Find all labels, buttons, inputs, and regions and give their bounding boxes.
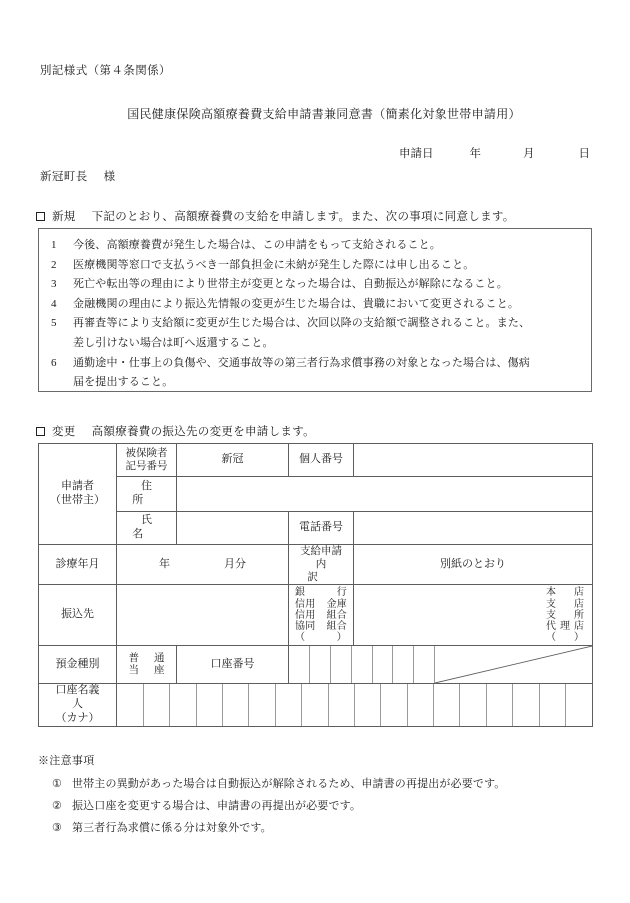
- phone-label-cell: 電話番号: [289, 512, 354, 545]
- checkbox-new-icon[interactable]: [36, 212, 45, 221]
- notes-title: ※注意事項: [38, 755, 95, 767]
- bank-type-left: （: [295, 632, 306, 644]
- account-number-cells-container: [289, 646, 593, 684]
- deposit-futsu-char: 普: [128, 652, 139, 664]
- applicant-label-cell: [39, 444, 117, 545]
- account-holder-cell[interactable]: [302, 684, 328, 725]
- address-label: 住所: [132, 480, 170, 506]
- account-holder-cell[interactable]: [223, 684, 249, 725]
- account-number-cell[interactable]: [414, 646, 435, 683]
- note-text: 世帯主の異動があった場合は自動振込が解除されるため、申請書の再提出が必要です。: [72, 778, 506, 790]
- consent-item: [49, 314, 583, 353]
- account-holder-cell[interactable]: [170, 684, 196, 725]
- consent-item-line1: 通勤途中・仕事上の負傷や、交通事故等の第三者行為求償事務の対象となった場合は、傷病: [73, 356, 530, 369]
- account-holder-cell[interactable]: [275, 684, 301, 725]
- branch-type-char: 店: [574, 587, 584, 599]
- account-holder-cell[interactable]: [565, 684, 592, 725]
- breakdown-label-line2: 内訳: [307, 559, 344, 584]
- name-label-cell: [117, 512, 177, 545]
- consent-item-text: [73, 275, 583, 295]
- consent-item-text: [73, 256, 583, 276]
- consent-items-box: [38, 228, 592, 392]
- consent-item-line1: 今後、高額療養費が発生した場合は、この申請をもって支給されること。: [73, 239, 441, 251]
- branch-field-cell[interactable]: [354, 585, 593, 646]
- consent-item-text: [73, 314, 583, 353]
- new-application-heading: [36, 208, 515, 224]
- consent-item-line1: 死亡や転出等の理由により世帯主が変更となった場合は、自動振込が解除になること。: [73, 278, 508, 291]
- applicant-label-line1: 申請者: [61, 480, 94, 493]
- bank-type-right: ）: [336, 632, 347, 644]
- new-application-label: 新規: [52, 211, 76, 223]
- bank-type-option[interactable]: [295, 610, 347, 621]
- account-holder-label-line1: 口座名義: [55, 684, 100, 697]
- branch-type-char: [564, 587, 567, 598]
- table-row-account-holder: [39, 684, 593, 726]
- consent-item-number: 4: [51, 297, 57, 310]
- account-holder-cell[interactable]: [328, 684, 354, 725]
- consent-item-number: 1: [51, 239, 57, 251]
- note-item: [38, 817, 598, 839]
- consent-item-line1: 再審査等により支給額に変更が生じた場合は、次回以降の支給額で調整されること。また、: [73, 317, 531, 330]
- account-number-cell[interactable]: [331, 646, 352, 683]
- treatment-month-suffix: 月分: [224, 557, 246, 570]
- account-holder-cell[interactable]: [486, 684, 512, 725]
- new-application-statement: 下記のとおり、高額療養費の支給を申請します。また、次の事項に同意します。: [91, 211, 515, 223]
- account-holder-cell[interactable]: [513, 684, 539, 725]
- bank-type-option[interactable]: [295, 632, 347, 643]
- account-number-label-cell: 口座番号: [177, 646, 289, 684]
- deposit-tsu-char: 通: [154, 652, 165, 664]
- consent-item-line2: 差し引けない場合は町へ返還すること。: [73, 336, 274, 349]
- deposit-tsuuza-option[interactable]: [154, 653, 165, 677]
- document-title: 国民健康保険高額療養費支給申請書兼同意書（簡素化対象世帯申請用）: [127, 107, 521, 121]
- consent-item-line1: 医療機関等窓口で支払うべき一部負担金に未納が発生した際には申し出ること。: [73, 258, 475, 271]
- bank-type-options-cell[interactable]: [289, 585, 354, 646]
- consent-item-text: [73, 236, 583, 256]
- note-text: 振込口座を変更する場合は、申請書の再提出が必要です。: [72, 800, 362, 812]
- treatment-month-label-cell: 診療年月: [39, 545, 117, 585]
- branch-type-char: （: [546, 632, 556, 644]
- consent-item: [49, 275, 583, 295]
- account-holder-label-cell: [39, 684, 117, 726]
- account-holder-label-line3: （カナ）: [55, 711, 100, 724]
- treatment-year-label: 年: [159, 557, 170, 570]
- consent-item-line2: 届を提出すること。: [73, 376, 174, 389]
- branch-type-char: [564, 610, 567, 621]
- consent-item-number: 6: [51, 356, 57, 369]
- table-row-name-phone: [39, 512, 593, 545]
- notes-section: [38, 752, 598, 839]
- bank-type-left: 銀: [295, 587, 306, 599]
- note-number: ①: [52, 778, 63, 790]
- branch-type-char: 支: [546, 598, 556, 610]
- account-number-cell[interactable]: [393, 646, 414, 683]
- bank-type-left: 信用: [295, 598, 316, 610]
- deposit-futsu-touza-option[interactable]: [129, 653, 140, 677]
- note-number: ②: [52, 800, 63, 812]
- account-number-cell[interactable]: [351, 646, 372, 683]
- table-row-transfer: [39, 585, 593, 646]
- phone-value-field[interactable]: [354, 512, 593, 545]
- address-value-field[interactable]: [177, 477, 593, 512]
- checkbox-change-icon[interactable]: [36, 427, 45, 436]
- deposit-type-label-cell: 預金種別: [39, 646, 117, 684]
- deposit-type-options-cell[interactable]: [117, 646, 177, 684]
- address-label-cell: [117, 477, 177, 512]
- change-application-label: 変更: [52, 426, 76, 438]
- branch-type-char: 代: [546, 620, 556, 632]
- addressee-line: [40, 168, 116, 184]
- addressee-honorific: 様: [103, 171, 116, 183]
- bank-type-right: 金庫: [326, 598, 347, 610]
- day-label: 日: [578, 148, 590, 160]
- consent-item: [49, 354, 583, 393]
- note-item: [38, 773, 598, 795]
- breakdown-value-cell: 別紙のとおり: [354, 545, 593, 585]
- table-row-deposit-type: [39, 646, 593, 684]
- account-holder-cell[interactable]: [539, 684, 565, 725]
- note-number: ③: [52, 822, 63, 834]
- consent-item-number: 5: [51, 317, 57, 330]
- application-date-label: 申請日: [399, 148, 434, 160]
- branch-col-left[interactable]: [544, 587, 558, 643]
- branch-type-char: 所: [574, 609, 584, 621]
- account-holder-cells-container: [117, 684, 593, 726]
- table-row-address: [39, 477, 593, 512]
- note-text: 第三者行為求償に係る分は対象外です。: [72, 822, 272, 834]
- month-label: 月: [523, 148, 535, 160]
- name-value-field[interactable]: [177, 512, 289, 545]
- branch-type-char: 店: [574, 620, 584, 632]
- account-holder-cell[interactable]: [196, 684, 222, 725]
- consent-item: [49, 256, 583, 276]
- branch-col-right[interactable]: [572, 587, 586, 643]
- bank-type-left: 信用: [295, 609, 316, 621]
- consent-item: [49, 295, 583, 315]
- application-date-line: [0, 145, 630, 161]
- addressee-name: 新冠町長: [40, 171, 88, 183]
- change-application-heading: [36, 423, 315, 439]
- bank-name-field[interactable]: [117, 585, 289, 646]
- personal-number-label-cell: 個人番号: [289, 444, 354, 477]
- account-holder-label-line2: 人: [72, 698, 83, 711]
- form-id-label: 別記様式（第４条関係）: [40, 65, 171, 77]
- insured-number-label-cell: [117, 444, 177, 477]
- bank-type-right: 組合: [326, 620, 347, 632]
- account-number-cell[interactable]: [310, 646, 331, 683]
- change-application-statement: 高額療養費の振込先の変更を申請します。: [91, 426, 315, 438]
- account-number-cell[interactable]: [289, 646, 310, 683]
- consent-item-line1: 金融機関の理由により振込先情報の変更が生じた場合は、貴職において変更されること。: [73, 297, 519, 310]
- bank-type-option[interactable]: [295, 621, 347, 632]
- treatment-month-value-field[interactable]: [117, 545, 289, 585]
- insured-number-value-field[interactable]: 新冠: [177, 444, 289, 477]
- table-row-treatment-month: [39, 545, 593, 585]
- personal-number-cells-container: [354, 444, 593, 477]
- transfer-label-cell: 振込先: [39, 585, 117, 646]
- branch-type-char: 本: [546, 587, 556, 599]
- bank-type-option[interactable]: [295, 587, 347, 598]
- name-label: 氏名: [132, 514, 170, 540]
- unused-area-strikethrough: [434, 646, 592, 683]
- branch-type-char: [564, 632, 567, 643]
- breakdown-label-cell: [289, 545, 354, 585]
- branch-type-char: ）: [574, 632, 584, 644]
- branch-type-char: 支: [546, 609, 556, 621]
- account-holder-cell[interactable]: [460, 684, 486, 725]
- bank-type-left: 協同: [295, 620, 316, 632]
- deposit-za-char: 座: [154, 664, 165, 676]
- insured-number-label-line2: 記号番号: [125, 461, 168, 472]
- consent-item: [49, 236, 583, 256]
- consent-item-text: [73, 354, 583, 393]
- deposit-touza-char: 当: [128, 664, 139, 676]
- note-item: [38, 795, 598, 817]
- bank-type-option[interactable]: [295, 599, 347, 610]
- breakdown-label-line1: 支給申請: [300, 546, 342, 557]
- consent-item-number: 3: [51, 278, 57, 291]
- account-holder-cell[interactable]: [143, 684, 169, 725]
- account-holder-cell[interactable]: [407, 684, 433, 725]
- applicant-label-line2: （世帯主）: [50, 494, 105, 506]
- application-table: [38, 443, 593, 727]
- bank-type-right: 組合: [326, 609, 347, 621]
- table-row-insured-number: [39, 444, 593, 477]
- consent-item-text: [73, 295, 583, 315]
- account-number-cell[interactable]: [372, 646, 393, 683]
- account-holder-cell[interactable]: [249, 684, 275, 725]
- branch-col-mid[interactable]: [558, 587, 572, 643]
- account-holder-cell[interactable]: [434, 684, 460, 725]
- account-holder-cell[interactable]: [381, 684, 407, 725]
- bank-type-right: 行: [336, 587, 347, 599]
- insured-number-label-line1: 被保険者: [125, 447, 168, 459]
- year-label: 年: [469, 148, 481, 160]
- account-holder-cell[interactable]: [354, 684, 380, 725]
- consent-item-number: 2: [51, 258, 57, 271]
- branch-type-char: 理: [560, 620, 570, 632]
- account-holder-cell[interactable]: [117, 684, 143, 725]
- branch-type-char: [564, 599, 567, 610]
- branch-type-char: 店: [574, 598, 584, 610]
